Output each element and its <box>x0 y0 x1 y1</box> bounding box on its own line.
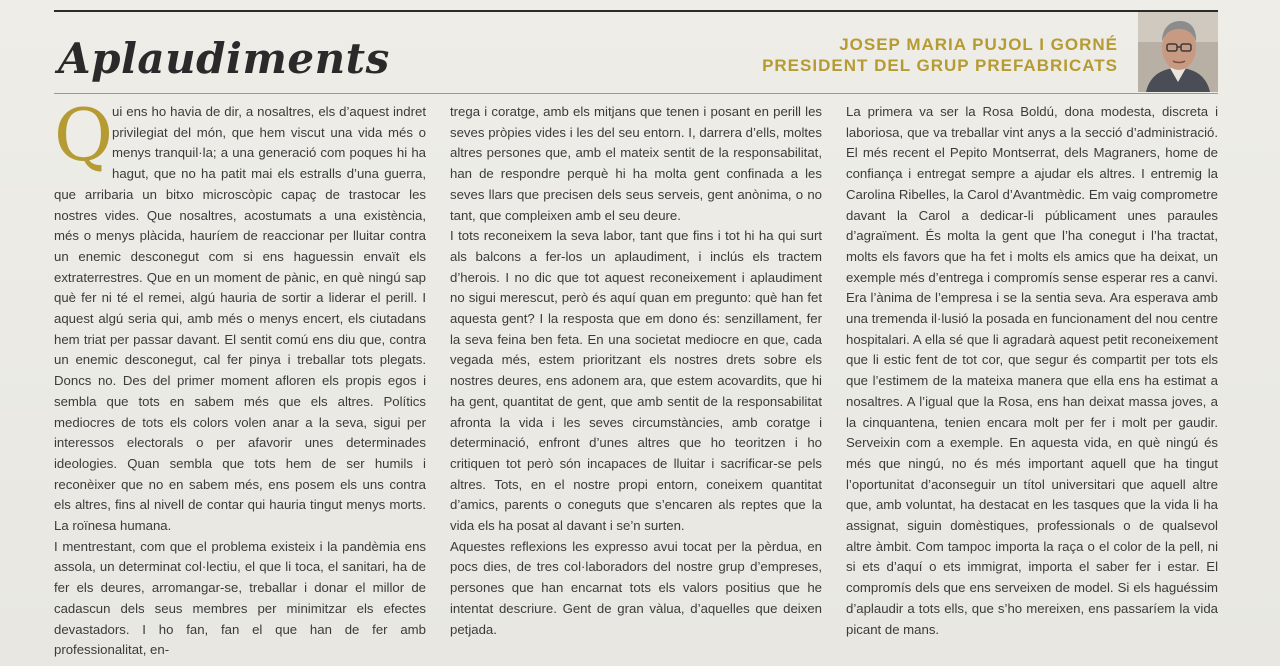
header-rule <box>54 93 1218 94</box>
dropcap-letter: Q <box>54 93 114 177</box>
paragraph: I tots reconeixem la seva labor, tant que fins i tot hi ha qui surt als balcons a fer-los un aplaudiment, i inclús els tractem d’herois. I no dic que tot aquest reconeixement i aplaudiment no sigui merescut, però és aquí quan em pregunto: què han fet aquesta gent? I la resposta que em dono és: senzillament, fer la seva feina ben feta. En una societat mediocre en que, cada vegada més, estem prioritzant els nostres drets sobre els nostres deures, ens adonem ara, que estem acovardits, que hi ha gent, quantitat de gent, que amb sentit de la responsabilitat afronta la vida i les seves circumstàncies, amb coratge i determinació, enfront d’unes altres que ho teoritzen i ho critiquen tot però són incapaces de lluitar i sacrificar-se pels altres. Tots, en el nostre propi entorn, coneixem quantitat d’amics, parents o coneguts que s’encaren als reptes que la vida els ha posat al davant i se’n surten. <box>450 228 822 534</box>
column-1 <box>54 93 426 661</box>
article-header <box>54 12 1218 92</box>
column-3 <box>846 102 1218 661</box>
article-title: Aplaudiments <box>58 34 390 83</box>
article-body <box>54 93 1218 658</box>
paragraph: trega i coratge, amb els mitjans que tenen i posant en perill les seves pròpies vides i les del seu entorn. I, darrera d’ells, moltes altres persones que, amb el mateix sentit de la responsabilitat, han de respondre perquè hi ha molta gent confinada a les seves llars que precisen dels seus serveis, gent anònima, o no tant, que compleixen amb el seu deure. <box>450 104 822 223</box>
author-photo <box>1138 12 1218 92</box>
paragraph: ui ens ho havia de dir, a nosaltres, els d’aquest indret privilegiat del món, que hem viscut una vida més o menys tranquil·la; a una generació com poques hi ha hagut, que no ha patit mai els estralls d’una guerra, que arribaria un bitxo microscòpic capaç de trastocar les nostres vides. Que nosaltres, acostumats a una existència, més o menys plàcida, hauríem de reaccionar per lluitar contra un enemic desconegut com si ens haguessin envaït els extraterrestres. Que en un moment de pànic, en què ningú sap què fer ni té el remei, algú hauria de sortir a liderar el perill. I aquest algú seria qui, amb més o menys encert, els ciutadans hem triat per passar davant. El sentit comú ens diu que, contra un enemic desconegut, cal fer pinya i treballar tots plegats. Doncs no. Des del primer moment afloren els propis egos i sembla que tots en sabem més que els altres. Polítics mediocres de tots els colors volen anar a la seva, sigui per interessos electorals o per afavorir unes determinades ideologies. Quan sembla que tots hem de ser humils i reconèixer que no en sabem més, ens posem els uns contra els altres, fins al nivell de contar qui hauria tingut menys morts. La roïnesa humana. <box>54 104 426 534</box>
author-name: JOSEP MARIA PUJOL I GORNÉ <box>839 35 1118 54</box>
dropcap-q <box>54 93 114 177</box>
author-byline <box>762 34 1118 76</box>
author-portrait-image <box>1138 12 1218 92</box>
paragraph: I mentrestant, com que el problema existeix i la pandèmia ens assola, un determinat col·lectiu, el que li toca, el sanitari, ha de fer els deures, arromangar-se, treballar i donar el millor de cadascun dels seus membres per minimitzar els efectes devastadors. I ho fan, fan el que han de fer amb professionalitat, en- <box>54 538 426 658</box>
paragraph: La primera va ser la Rosa Boldú, dona modesta, discreta i laboriosa, que va treballar vint anys a la secció d’administració. El més recent el Pepito Montserrat, dels Magraners, home de confiança i entregat sempre a ajudar els altres. I entremig la Carolina Ribelles, la Carol d’Avantmèdic. Em vaig comprometre davant la Carol a dedicar-li públicament unes paraules d’agraïment. És molta la gent que l’ha conegut i l’ha tractat, molts els favors que ha fet i molts els amics que ha deixat, un exemple més d’entrega i compromís sense esperar res a canvi. Era l’ànima de l’empresa i se la sentia seva. Ara esperava amb una tremenda il·lusió la posada en funcionament del nou centre hospitalari. A ella sé que li agradarà aquest petit reconeixement que li estic fent de tot cor, que segur és compartit per tots els que l’estimem de la mateixa manera que ella ens ha estimat a nosaltres. A l’igual que la Rosa, ens han deixat massa joves, a la cinquantena, tenien encara molt per fer i molt per gaudir. Serveixin com a exemple. En aquesta vida, en què ningú és més que ningú, no és més important aquell que ha tingut l’oportunitat d’aconseguir un títol universitari que aquell altre que, amb voluntat, ha destacat en les tasques que la vida li ha assignat, siguin domèstiques, professionals o de qualsevol altre àmbit. Com tampoc importa la raça o el color de la pell, ni si ets d’aquí o ets immigrat, importa el saber fer i estar. El compromís dels que ens serveixen de model. Si els haguéssim d’aplaudir a tots ells, que s’ho mereixen, ens passaríem la vida picant de mans. <box>846 104 1218 637</box>
paragraph: Aquestes reflexions les expresso avui tocat per la pèrdua, en pocs dies, de tres col·laboradors del nostre grup d’empreses, persones que han encarnat tots els valors positius que he intentat descriure. Gent de gran vàlua, d’aquelles que deixen petjada. <box>450 538 822 637</box>
author-role: PRESIDENT DEL GRUP PREFABRICATS <box>762 56 1118 75</box>
column-2 <box>450 102 822 661</box>
